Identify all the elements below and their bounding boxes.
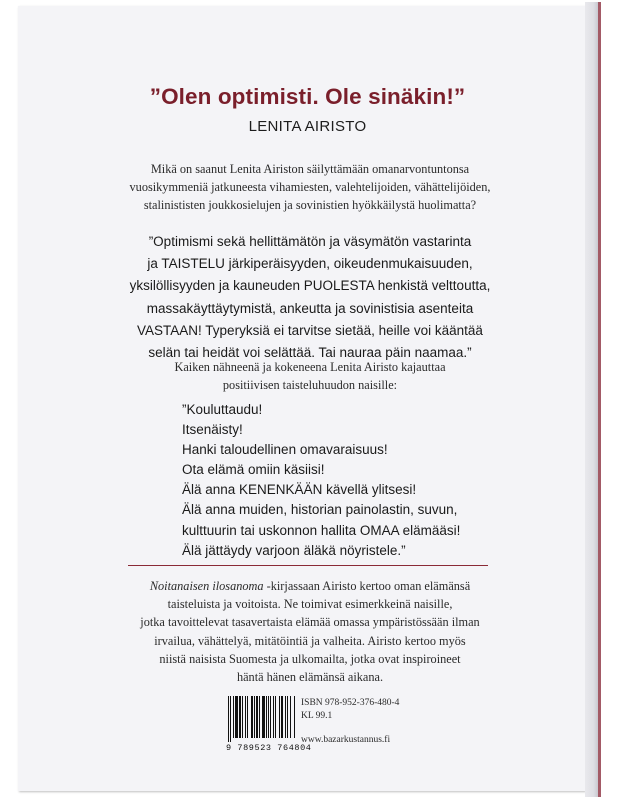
description-line: jotka tavoittelevat tasavertaista elämää omassa ympäristössään ilman [140,615,480,630]
intro-paragraph [100,160,520,215]
battle-intro-line: positiivisen taisteluhuudon naisille: [222,378,398,393]
quote-line: massakäyttäytymistä, ankeutta ja sovinistisia asenteita [146,300,474,316]
description-line: häntä hänen elämänsä aikana. [236,670,384,685]
quote-line: ”Optimismi sekä hellittämätön ja väsymätön vastarinta [148,234,472,249]
isbn-number: ISBN 978-952-376-480-4 [301,698,400,708]
description-line [100,577,520,595]
isbn-info [301,697,399,747]
intro-line: vuosikymmeniä jatkuneesta vihamiesten, valehtelijoiden, vähättelijöiden, [129,180,491,195]
slogan-item: Älä anna KENENKÄÄN kävellä ylitsesi! [182,482,417,498]
book-description [100,577,520,686]
description-line: niistä naisista Suomesta ja ulkomailta, jotka ovat inspiroineet [159,651,461,666]
slogan-item: Älä jättäydy varjoon äläkä nöyristele.” [182,542,406,558]
optimism-quote [100,231,520,364]
section-divider [128,565,488,566]
book-spine-red-stripe [598,2,601,797]
quote-line: VASTAAN! Typeryksiä ei tarvitse sietää, heille voi kääntää [137,322,483,338]
author-name: LENITA AIRISTO [248,118,367,135]
publisher-url: www.bazarkustannus.fi [301,735,391,745]
description-first-line: -kirjassaan Airisto kertoo oman elämänsä [263,579,471,593]
slogan-item: Itsenäisty! [182,422,243,438]
isbn-barcode [226,696,312,753]
slogan-list [182,400,482,561]
slogan-item: ”Kouluttaudu! [182,402,263,417]
quote-line: ja TAISTELU järkiperäisyyden, oikeudenmukaisuuden, [147,256,473,272]
quote-line: selän tai heidät voi selättää. Tai nauraa päin naamaa.” [148,345,472,361]
intro-line: Mikä on saanut Lenita Airiston säilyttämään omanarvontuntonsa [150,162,470,176]
slogan-item: kulttuurin tai uskonnon hallita OMAA elämääsi! [182,522,461,538]
barcode-bars [226,696,296,742]
description-line: taisteluista ja voitoista. Ne toimivat esimerkkeinä naisille, [167,597,453,612]
book-title: Noitanaisen ilosanoma [149,579,264,593]
library-classification: KL 99.1 [301,710,333,721]
battle-intro-line: Kaiken nähneenä ja kokeneena Lenita Airisto kajauttaa [174,360,446,374]
slogan-item: Ota elämä omiin käsiisi! [182,462,325,478]
slogan-item: Hanki taloudellinen omavaraisuus! [182,442,388,458]
cover-quote-title: ”Olen optimisti. Ole sinäkin!” [149,84,466,109]
intro-line: stalinististen joukkosielujen ja sovinistien hyökkäilystä huolimatta? [143,198,477,213]
quote-line: yksilöllisyyden ja kauneuden PUOLESTA henkistä velttoutta, [129,278,491,294]
battle-intro-paragraph [100,358,520,394]
barcode-digits: 9 789523 764804 [226,743,312,753]
slogan-item: Älä anna muiden, historian painolastin, suvun, [182,502,458,518]
description-line: irvailua, vähättelyä, mitätöintiä ja valheita. Airisto kertoo myös [154,633,466,648]
